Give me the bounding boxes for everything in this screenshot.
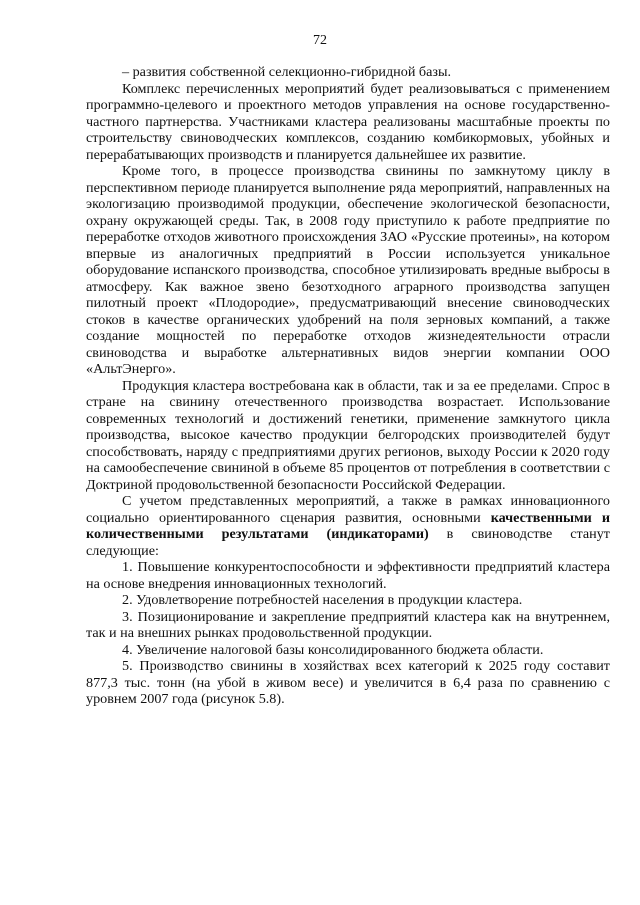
- results-emphasis: качественными и количественными результатами (индикаторами): [86, 509, 610, 542]
- results-item-3: 3. Позиционирование и закрепление предприятий кластера как на внутреннем, так и на внешних рынках продовольственной продукции.: [86, 608, 610, 641]
- paragraph-results-intro: [86, 493, 610, 559]
- results-intro-text: С учетом представленных мероприятий, а также в рамках инновационного социально ориентированного сценария развития, основными: [86, 493, 610, 526]
- paragraph-ecology: Кроме того, в процессе производства свинины по замкнутому циклу в перспективном периоде планируется выполнение ряда мероприятий, направленных на экологизацию производимой продукции, обеспечение экологической безопасности, охрану окружающей среды. Так, в 2008 году приступило к работе предприятие по переработке отходов животного происхождения ЗАО «Русские протеины», на котором впервые из аналогичных предприятий в России используется уникальное оборудование испанского производства, способное утилизировать вредные выбросы в атмосферу. Как важное звено безотходного аграрного производства запущен пилотный проект «Плодородие», предусматривающий внесение свиноводческих стоков в качестве органических удобрений на поля зерновых компаний, а также создание мощностей по переработке отходов жизнедеятельности отрасли свиноводства и выработке альтернативных видов энергии компании ООО «АльтЭнерго».: [86, 163, 610, 377]
- paragraph-selection-base: – развития собственной селекционно-гибридной базы.: [122, 64, 452, 80]
- results-item-2: 2. Удовлетворение потребностей населения в продукции кластера.: [122, 592, 523, 608]
- paragraph-demand: Продукция кластера востребована как в области, так и за ее пределами. Спрос в стране на свинину отечественного производства возрастает. Использование современных технологий и достижений генетики, применение замкнутого цикла производства, высокое качество продукции белгородских производителей будут способствовать, наряду с предприятиями других регионов, выходу России к 2020 году на самообеспечение свининой в объеме 85 процентов от потребления в соответствии с Доктриной продовольственной безопасности Российской Федерации.: [86, 377, 610, 493]
- page-number: 72: [313, 33, 327, 48]
- document-body: [86, 64, 610, 708]
- results-item-1: 1. Повышение конкурентоспособности и эффективности предприятий кластера на основе внедрения инновационных технологий.: [86, 559, 610, 592]
- results-item-4: 4. Увеличение налоговой базы консолидированного бюджета области.: [122, 641, 544, 658]
- results-intro-tail: в свиноводстве станут следующие:: [86, 526, 610, 559]
- results-item-5: 5. Производство свинины в хозяйствах всех категорий к 2025 году составит 877,3 тыс. тонн (на убой в живом весе) и увеличится в 6,4 раза по сравнению с уровнем 2007 года (рисунок 5.8).: [86, 658, 610, 707]
- paragraph-implementation-methods: Комплекс перечисленных мероприятий будет реализовываться с применением программно-целевого и проектного методов управления на основе государственно-частного партнерства. Участниками кластера реализованы масштабные проекты по строительству свиноводческих комплексов, созданию комбикормовых, убойных и перерабатывающих производств и планируется дальнейшее их развитие.: [86, 80, 610, 163]
